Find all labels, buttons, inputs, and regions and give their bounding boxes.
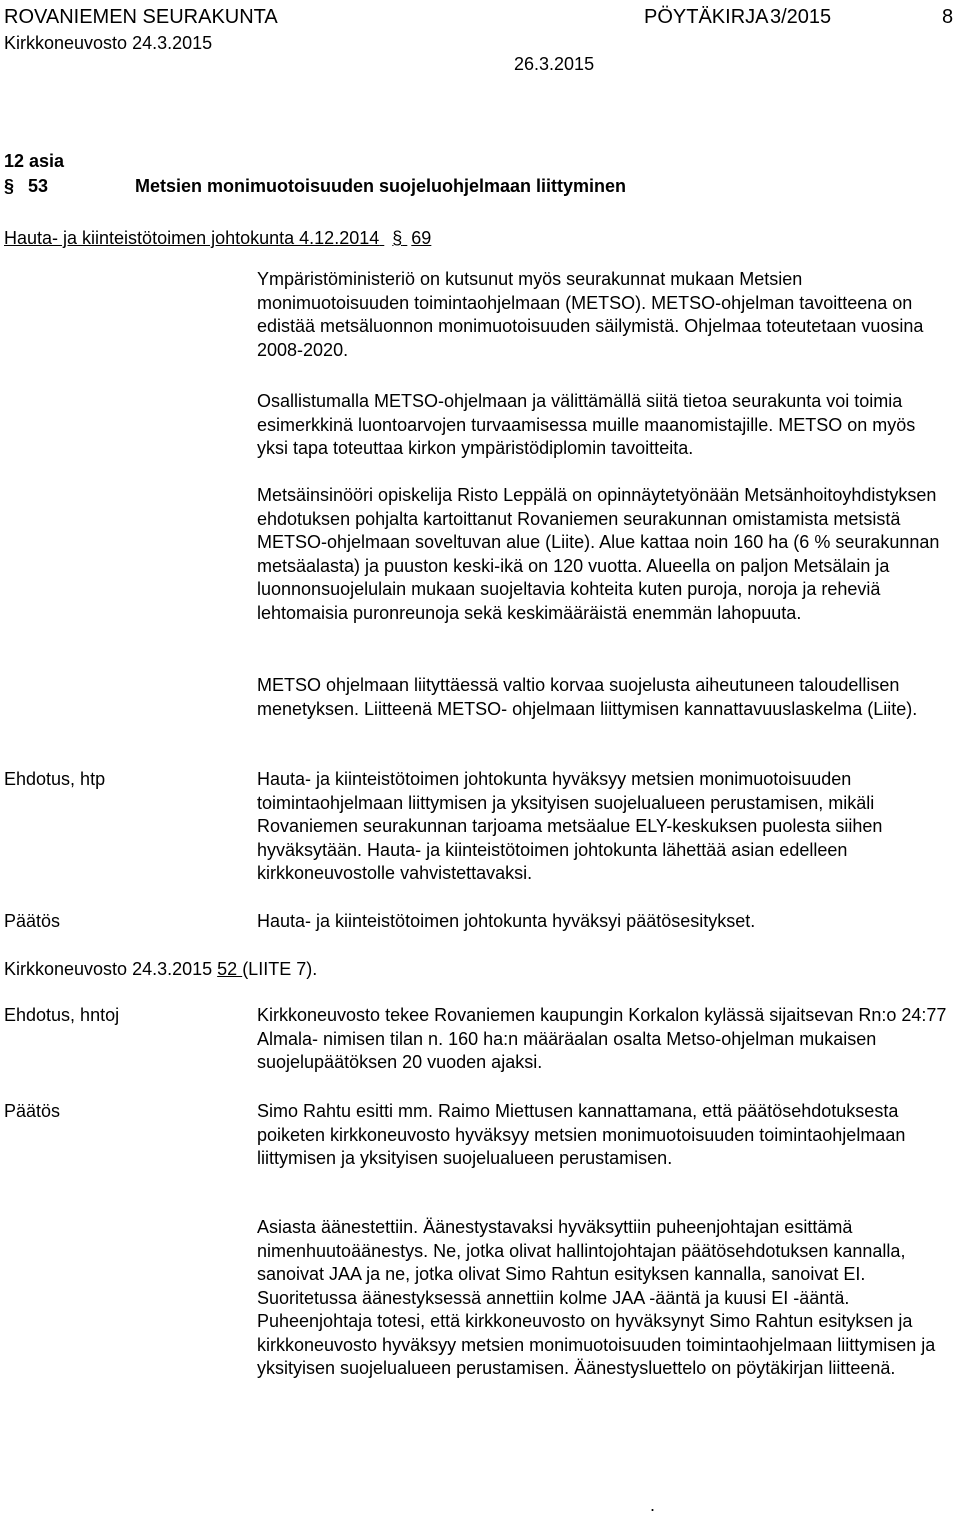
- reference-symbol: §: [392, 228, 403, 248]
- section-number: 53: [28, 176, 49, 196]
- meeting-reference: Kirkkoneuvosto 24.3.2015: [4, 33, 213, 53]
- page-number: 8: [942, 6, 954, 28]
- footer-mark: .: [650, 1495, 656, 1515]
- decision-kn-text-2: Asiasta äänestettiin. Äänestystavaksi hyväksyttiin puheenjohtajan esittämä nimenhuutoäänestys. Ne, jotka olivat hallintojohtajan päätösehdotuksen kannalla, sanoivat JAA ja ne, jotka olivat Simo Rahtun esityksen kannalla, sanoivat EI. Suoritetussa äänestyksessä annettiin kolme JAA -ääntä ja kuusi EI -ääntä. Puheenjohtaja totesi, että kirkkoneuvosto on hyväksynyt Simo Rahtun esityksen ja kirkkoneuvosto hyväksyy metsien monimuotoisuuden toimintaohjelmaan liittymisen ja yksityisen suojelualueen perustamisen. Äänestysluettelo on pöytäkirjan liitteenä.: [257, 1217, 936, 1378]
- decision-kn-text-1: Simo Rahtu esitti mm. Raimo Miettusen kannattamana, että päätösehdotuksesta poiketen kirkkoneuvosto hyväksyy metsien monimuotoisuuden toimintaohjelmaan liittymisen ja yksityisen suojelualueen perustamisen.: [257, 1101, 906, 1168]
- decision-htp-text: Hauta- ja kiinteistötoimen johtokunta hyväksyi päätösesitykset.: [257, 911, 756, 931]
- reference-line: [4, 227, 431, 251]
- kn-reference-prefix: Kirkkoneuvosto 24.3.2015: [4, 959, 218, 979]
- kn-reference-suffix: (LIITE 7).: [242, 959, 318, 979]
- section-symbol: §: [4, 176, 15, 196]
- organization-name: ROVANIEMEN SEURAKUNTA: [4, 6, 278, 28]
- document-date: 26.3.2015: [514, 54, 595, 74]
- paragraph: Metsäinsinööri opiskelija Risto Leppälä on opinnäytetyönään Metsänhoitoyhdistyksen ehdotuksen pohjalta kartoittanut Rovaniemen seurakunnan omistamista metsistä METSO-ohjelmaan soveltuvan alue (Liite). Alue kattaa noin 160 ha (6 % seurakunnan metsäalasta) ja puuston keski-ikä on 120 vuotta. Alueella on paljon Metsälain ja luonnonsuojelulain mukaan suojeltavia kohteita kuten puroja, noroja ja reheviä lehtomaisia puronreunoja sekä keskimääräistä enemmän lahopuuta.: [257, 485, 940, 623]
- document-type: PÖYTÄKIRJA: [644, 6, 769, 28]
- proposal-htp-label: Ehdotus, htp: [4, 769, 106, 789]
- decision-kn-label: Päätös: [4, 1101, 61, 1121]
- item-title: Metsien monimuotoisuuden suojeluohjelmaan liittyminen: [135, 176, 627, 196]
- paragraph: METSO ohjelmaan liityttäessä valtio korvaa suojelusta aiheutuneen taloudellisen menetyksen. Liitteenä METSO- ohjelmaan liittymisen kannattavuuslaskelma (Liite).: [257, 675, 918, 719]
- paragraph: Osallistumalla METSO-ohjelmaan ja välittämällä siitä tietoa seurakunta voi toimia esimerkkinä luontoarvojen turvaamisessa muille maanomistajille. METSO on myös yksi tapa toteuttaa kirkon ympäristödiplomin tavoitteita.: [257, 391, 916, 458]
- proposal-hntoj-text: Kirkkoneuvosto tekee Rovaniemen kaupungin Korkalon kylässä sijaitsevan Rn:o 24:77 Almala- nimisen tilan n. 160 ha:n määräalan osalta Metso-ohjelman mukaisen suojelupäätöksen 20 vuoden ajaksi.: [257, 1005, 947, 1072]
- decision-htp-label: Päätös: [4, 911, 61, 931]
- asia-label: 12 asia: [4, 151, 65, 171]
- page-header: [4, 4, 956, 30]
- reference-number: 69: [411, 228, 432, 248]
- proposal-hntoj-label: Ehdotus, hntoj: [4, 1005, 120, 1025]
- reference-body: Hauta- ja kiinteistötoimen johtokunta 4.12.2014: [4, 228, 380, 248]
- proposal-htp-text: Hauta- ja kiinteistötoimen johtokunta hyväksyy metsien monimuotoisuuden toimintaohjelmaan liittymisen ja yksityisen suojelualueen perustamisen, mikäli Rovaniemen seurakunnan tarjoama metsäalue ELY-keskuksen puolesta siihen hyväksytään. Hauta- ja kiinteistötoimen johtokunta lähettää asian edelleen kirkkoneuvostolle vahvistettavaksi.: [257, 769, 883, 883]
- paragraph: Ympäristöministeriö on kutsunut myös seurakunnat mukaan Metsien monimuotoisuuden toimintaohjelmaan (METSO). METSO-ohjelman tavoitteena on edistää metsäluonnon monimuotoisuuden säilymistä. Ohjelmaa toteutetaan vuosina 2008-2020.: [257, 269, 924, 360]
- kn-reference: [4, 958, 317, 982]
- kn-reference-section: 52: [217, 959, 243, 979]
- issue-number: 3/2015: [770, 6, 832, 28]
